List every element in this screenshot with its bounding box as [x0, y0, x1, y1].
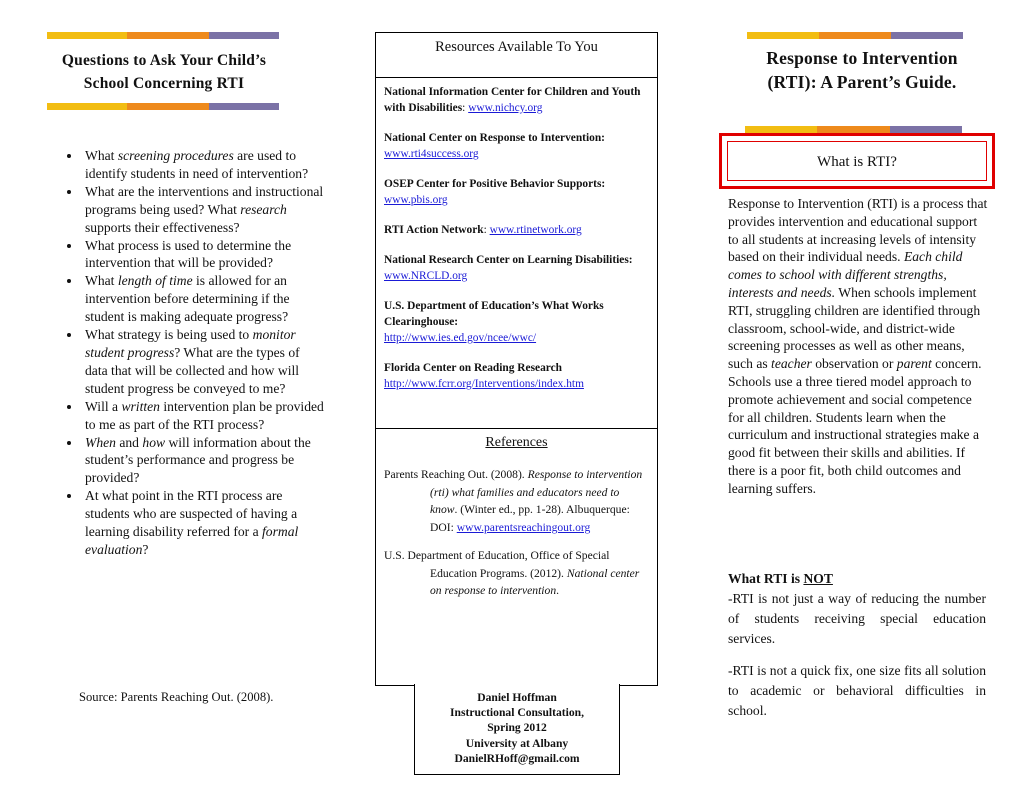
list-item: Florida Center on Reading Research http://www.fcrr.org/Interventions/index.htm — [384, 362, 584, 390]
list-item: • What screening procedures are used to identify students in need of intervention? — [82, 147, 324, 183]
left-panel-title: Questions to Ask Your Child’s School Concerning RTI — [61, 52, 267, 92]
divider — [376, 77, 657, 78]
references-title: References — [485, 435, 548, 450]
what-is-rti-frame — [719, 133, 995, 189]
resource-link[interactable]: www.rtinetwork.org — [489, 224, 582, 236]
resources-list — [384, 84, 652, 406]
decorative-color-bar — [47, 32, 279, 39]
resource-link[interactable]: www.nichcy.org — [468, 102, 543, 114]
list-item: • What length of time is allowed for an intervention before determining if the student is making adequate progress? — [82, 272, 324, 326]
reference-link[interactable]: www.parentsreachingout.org — [456, 521, 591, 535]
author-name: Daniel Hoffman — [477, 691, 557, 704]
list-item: National Center on Response to Intervention: www.rti4success.org — [384, 132, 605, 160]
resource-link[interactable]: http://www.ies.ed.gov/ncee/wwc/ — [384, 332, 537, 344]
list-item: • What strategy is being used to monitor student progress? What are the types of data that will be collected and how will student progress be conveyed to me? — [82, 326, 324, 398]
author-university: University at Albany — [465, 736, 569, 750]
rti-not-point: -RTI is not a quick fix, one size fits all solution to academic or behavioral difficulties in school. — [728, 663, 986, 718]
decorative-color-bar — [745, 126, 962, 133]
decorative-color-bar — [47, 103, 279, 110]
author-term: Spring 2012 — [487, 721, 547, 735]
list-item: OSEP Center for Positive Behavior Supports: www.pbis.org — [384, 178, 606, 206]
what-is-rti-heading: What is RTI? — [817, 154, 897, 170]
resources-box — [375, 32, 658, 430]
resource-link[interactable]: http://www.fcrr.org/Interventions/index.htm — [384, 378, 584, 390]
source-note: Source: Parents Reaching Out. (2008). — [79, 690, 274, 704]
rti-not-point: -RTI is not just a way of reducing the number of students receiving special education services. — [728, 591, 986, 646]
reference-entry: U.S. Department of Education, Office of Special Education Programs. (2012). National center on response to intervention. — [384, 548, 640, 598]
resource-link[interactable]: www.pbis.org — [384, 194, 448, 206]
references-box — [375, 428, 658, 686]
rti-not-heading: What RTI is NOT — [728, 571, 833, 586]
list-item: • What are the interventions and instructional programs being used? What research supports their effectiveness? — [82, 183, 324, 237]
decorative-color-bar — [747, 32, 963, 39]
author-box — [414, 684, 620, 775]
questions-list — [60, 147, 324, 559]
resource-link[interactable]: www.NRCLD.org — [384, 270, 468, 282]
author-course: Instructional Consultation, — [450, 706, 584, 720]
list-item: • Will a written intervention plan be provided to me as part of the RTI process? — [82, 398, 324, 434]
list-item: U.S. Department of Education’s What Works Clearinghouse: http://www.ies.ed.gov/ncee/wwc/ — [384, 300, 604, 344]
rti-description: Response to Intervention (RTI) is a process that provides intervention and educational support to all students at increasing levels of intensity based on their individual needs. Each child comes to school with different strengths, interests and needs. When schools implement RTI, struggling children are identified through classroom, school-wide, and district-wide screening processes as well as other means, such as teacher observation or parent concern. Schools use a three tiered model approach to promote achievement and social competence for all children. Students learn when the curriculum and instructional strategies make a good fit between their skills and abilities. If there is a poor fit, both child outcomes and learning suffers. — [728, 196, 988, 496]
resources-title: Resources Available To You — [435, 39, 598, 55]
resource-link[interactable]: www.rti4success.org — [384, 148, 479, 160]
list-item: • What process is used to determine the intervention that will be provided? — [82, 237, 324, 273]
list-item: • At what point in the RTI process are students who are suspected of having a learning disability referred for a formal evaluation? — [82, 487, 324, 559]
list-item: • When and how will information about the student’s performance and progress be provided? — [82, 434, 324, 488]
author-email[interactable]: DanielRHoff@gmail.com — [454, 751, 580, 765]
reference-entry: Parents Reaching Out. (2008). Response to intervention (rti) what families and educators need to know. (Winter ed., pp. 1-28). Albuquerque: DOI: www.parentsreachingout.org — [384, 468, 643, 535]
list-item: National Research Center on Learning Disabilities: www.NRCLD.org — [384, 254, 633, 282]
list-item: National Information Center for Children and Youth with Disabilities: www.nichcy.org — [384, 86, 641, 114]
list-item: RTI Action Network: www.rtinetwork.org — [384, 224, 582, 236]
brochure-title: Response to Intervention (RTI): A Parent’s Guide. — [766, 48, 958, 92]
references-list — [384, 466, 648, 610]
